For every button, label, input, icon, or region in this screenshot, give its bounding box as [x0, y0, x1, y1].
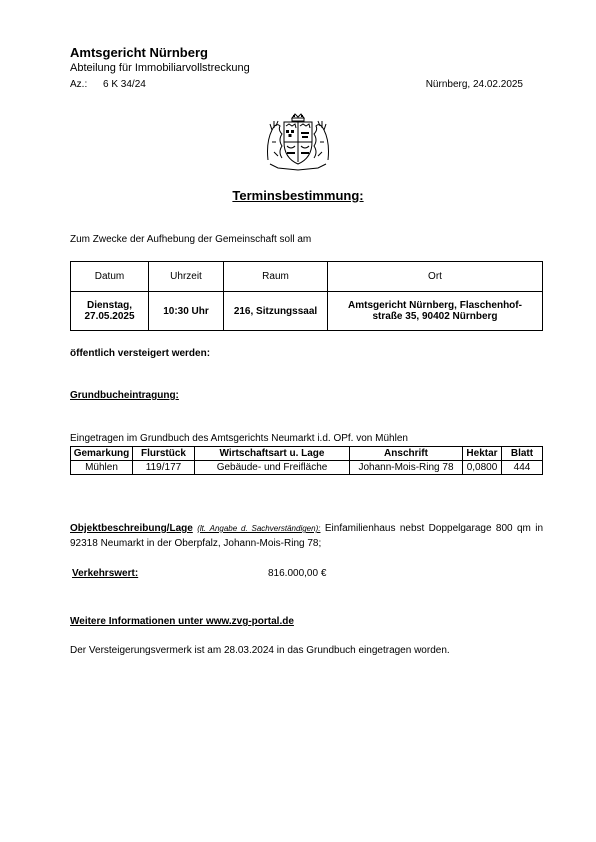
- appointment-time: 10:30 Uhr: [149, 292, 224, 331]
- market-value-label: Verkehrswert:: [72, 568, 139, 579]
- appointment-date: [71, 292, 149, 331]
- appointment-place: [328, 292, 543, 331]
- cell-wirtschaftsart: Gebäude- und Freifläche: [195, 461, 350, 475]
- file-number-label: Az.:: [70, 79, 88, 90]
- department: Abteilung für Immobiliarvollstreckung: [70, 62, 250, 74]
- cell-anschrift: Johann-Mois-Ring 78: [350, 461, 463, 475]
- cell-blatt: 444: [502, 461, 543, 475]
- header-hektar: Hektar: [463, 447, 502, 461]
- header-room: Raum: [224, 262, 328, 292]
- object-description: [70, 521, 543, 551]
- appointment-header-row: [71, 262, 543, 292]
- land-register-header-row: [71, 447, 543, 461]
- cell-hektar: 0,0800: [463, 461, 502, 475]
- header-flurstueck: Flurstück: [133, 447, 195, 461]
- place-line-1: Amtsgericht Nürnberg, Flaschenhof-: [348, 300, 522, 311]
- bavarian-coat-of-arms-icon: [262, 112, 334, 174]
- cell-gemarkung: Mühlen: [71, 461, 133, 475]
- land-register-table: [70, 446, 543, 475]
- place-date: Nürnberg, 24.02.2025: [425, 79, 523, 90]
- intro-text: Zum Zwecke der Aufhebung der Gemeinschaft soll am: [70, 234, 312, 245]
- auction-text: öffentlich versteigert werden:: [70, 348, 211, 359]
- more-info-link[interactable]: Weitere Informationen unter www.zvg-portal.de: [70, 616, 294, 627]
- table-row: [71, 461, 543, 475]
- header-blatt: Blatt: [502, 447, 543, 461]
- header-place: Ort: [328, 262, 543, 292]
- header-wirtschaftsart: Wirtschaftsart u. Lage: [195, 447, 350, 461]
- land-register-intro: Eingetragen im Grundbuch des Amtsgerichts Neumarkt i.d. OPf. von Mühlen: [70, 433, 408, 444]
- appointment-row: [71, 292, 543, 331]
- header-date: Datum: [71, 262, 149, 292]
- document-title: Terminsbestimmung:: [232, 188, 364, 203]
- object-label: Objektbeschreibung/Lage: [70, 523, 193, 534]
- place-line-2: straße 35, 90402 Nürnberg: [372, 311, 498, 322]
- court-name: Amtsgericht Nürnberg: [70, 45, 208, 60]
- object-sublabel: (lt. Angabe d. Sachverständigen):: [197, 524, 321, 533]
- file-number: 6 K 34/24: [103, 79, 146, 90]
- register-note: Der Versteigerungsvermerk ist am 28.03.2024 in das Grundbuch eingetragen worden.: [70, 645, 450, 656]
- header-gemarkung: Gemarkung: [71, 447, 133, 461]
- market-value: 816.000,00 €: [268, 568, 327, 579]
- appointment-room: 216, Sitzungssaal: [224, 292, 328, 331]
- cell-flurstueck: 119/177: [133, 461, 195, 475]
- appointment-table: [70, 261, 543, 331]
- date-value: 27.05.2025: [84, 311, 135, 322]
- header-time: Uhrzeit: [149, 262, 224, 292]
- land-register-heading: Grundbucheintragung:: [70, 390, 179, 401]
- object-text: Einfamilienhaus nebst Doppelgarage 800 qm in 92318 Neumarkt in der Oberpfalz, Johann-Mois-Ring 78;: [70, 523, 544, 549]
- date-weekday: Dienstag,: [86, 300, 132, 311]
- header-anschrift: Anschrift: [350, 447, 463, 461]
